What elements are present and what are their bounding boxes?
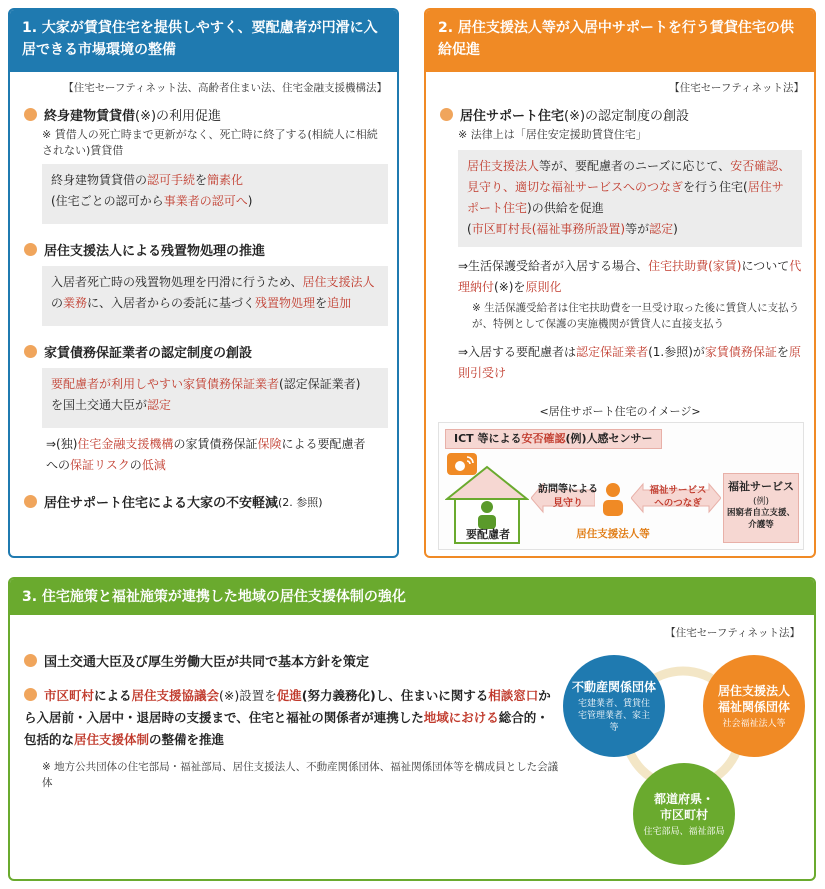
proxy-payment-note: ※ 生活保護受給者は住宅扶助費を一旦受け取った後に賃貸人に支払うが、特例として保護の実施機関が賃貸人に直接支払う	[472, 302, 800, 330]
item-support-housing-anxiety-heading: 居住サポート住宅による大家の不安軽減 (2. 参照)	[24, 492, 323, 511]
guarantee-principle-line: ⇒入居する要配慮者は認定保証業者(1.参照)が家賃債務保証を原則引受け	[458, 345, 801, 380]
bullet-dot-icon	[24, 108, 37, 121]
resident-label: 要配慮者	[466, 528, 510, 541]
bullet-dot-icon	[440, 108, 453, 121]
lifetime-lease-box: 終身建物賃貸借の認可手続を簡素化 (住宅ごとの認可から事業者の認可へ)	[42, 164, 388, 224]
image-caption: <居住サポート住宅のイメージ>	[539, 405, 701, 418]
person-icon	[599, 481, 627, 525]
ict-sensor-label: ICT 等による安否確認(例)人感センサー	[445, 429, 662, 449]
support-housing-illustration	[438, 422, 804, 550]
bullet-dot-icon	[24, 688, 37, 701]
panel3-law-ref: 【住宅セーフティネット法】	[665, 627, 800, 639]
council-note: ※ 地方公共団体の住宅部局・福祉部局、居住支援法人、不動産関係団体、福祉関係団体等を構成員とした会議体	[42, 761, 559, 789]
council-item: 市区町村による居住支援協議会(※)設置を促進(努力義務化)し、住まいに関する相談窓口から入居前・入居中・退居時の支援まで、住宅と福祉の関係者が連携した地域における総合的・包括的な居住支援体制の整備を推進	[24, 688, 551, 747]
panel2-law-ref: 【住宅セーフティネット法】	[669, 82, 804, 94]
welfare-proxy-payment-line: ⇒生活保護受給者が入居する場合、住宅扶助費(家賃)について代理納付(※)を原則化	[458, 259, 802, 294]
support-housing-note: ※ 法律上は「居住安定援助賃貸住宅」	[458, 128, 647, 141]
residual-disposal-box: 入居者死亡時の残置物処理を円滑に行うため、居住支援法人の業務に、入居者からの委託に基づく残置物処理を追加	[42, 266, 388, 326]
item-lifetime-lease-heading: 終身建物賃貸借 (※)の利用促進	[24, 105, 221, 124]
visit-label: 訪問等による 見守り	[538, 484, 598, 509]
panel-regional-support	[8, 577, 816, 881]
panel1-title: 1. 大家が賃貸住宅を提供しやすく、要配慮者が円滑に入居できる市場環境の整備	[10, 10, 397, 72]
panel1-law-ref: 【住宅セーフティネット法、高齢者住まい法、住宅金融支援機構法】	[63, 82, 387, 94]
guarantor-cert-box: 要配慮者が利用しやすい家賃債務保証業者(認定保証業者) を国土交通大臣が認定	[42, 368, 388, 428]
guarantor-insurance-line: ⇒(独)住宅金融支援機構の家賃債務保証保険による要配慮者 への保証リスクの低減	[46, 437, 366, 472]
support-corp-circle: 居住支援法人福祉関係団体 社会福祉法人等	[703, 655, 805, 757]
bullet-dot-icon	[24, 495, 37, 508]
item-guarantor-cert-heading: 家賃債務保証業者の認定制度の創設	[24, 342, 252, 361]
support-housing-heading: 居住サポート住宅 (※)の認定制度の創設	[440, 105, 689, 124]
bullet-dot-icon	[24, 243, 37, 256]
welfare-service-box: 福祉サービス (例) 困窮者自立支援、介護等	[723, 473, 799, 543]
municipality-circle: 都道府県・市区町村 住宅部局、福祉部局	[633, 763, 735, 865]
support-housing-box: 居住支援法人等が、要配慮者のニーズに応じて、安否確認、見守り、適切な福祉サービスへのつなぎを行う住宅(居住サポート住宅)の供給を促進 (市区町村長(福祉事務所設置)等が認定)	[458, 150, 802, 247]
panel3-title: 3. 住宅施策と福祉施策が連携した地域の居住支援体制の強化	[10, 579, 814, 615]
panel2-title: 2. 居住支援法人等が入居中サポートを行う賃貸住宅の供給促進	[426, 10, 814, 72]
realestate-circle: 不動産関係団体 宅建業者、賃貸住宅管理業者、家主等	[563, 655, 665, 757]
lifetime-lease-note: ※ 賃借人の死亡時まで更新がなく、死亡時に終了する(相続人に相続されない)賃貸借	[42, 128, 378, 157]
bullet-dot-icon	[24, 345, 37, 358]
panel-support-housing	[424, 8, 816, 558]
bullet-dot-icon	[24, 654, 37, 667]
panel-market-environment	[8, 8, 399, 558]
support-corp-label: 居住支援法人等	[576, 528, 650, 540]
basic-policy-item: 国土交通大臣及び厚生労働大臣が共同で基本方針を策定	[24, 651, 369, 670]
welfare-connect-label: 福祉サービス へのつなぎ	[649, 485, 707, 509]
item-residual-disposal-heading: 居住支援法人による残置物処理の推進	[24, 240, 265, 259]
